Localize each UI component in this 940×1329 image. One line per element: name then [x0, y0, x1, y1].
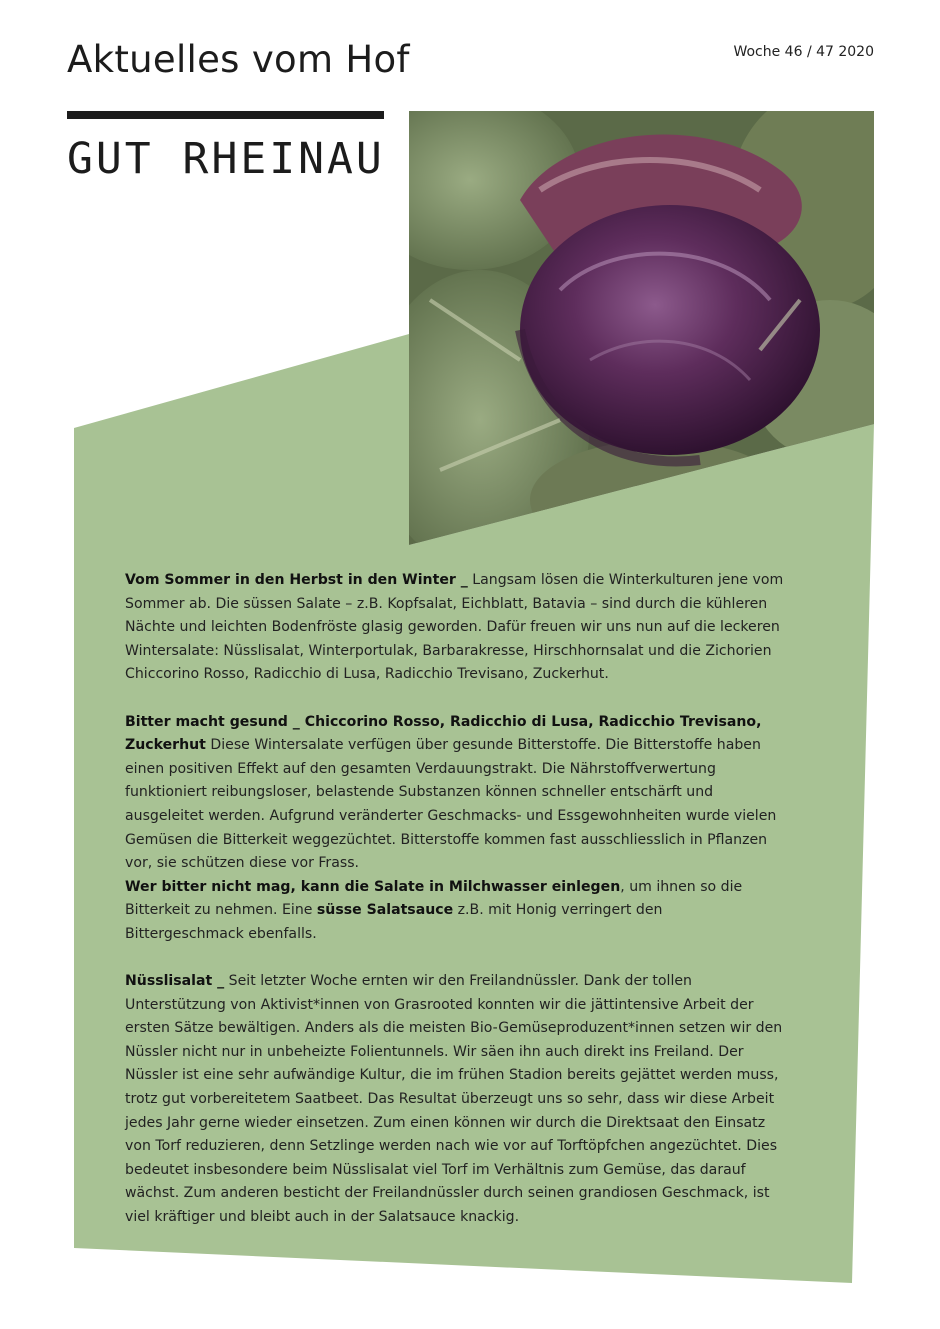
article-body — [125, 569, 785, 1253]
section-text: Diese Wintersalate verfügen über gesunde Bitterstoffe. Die Bitterstoffe haben einen positiven Effekt auf den gesamten Verdauungstrakt. Die Nährstoffverwertung funktioniert reibungsloser, belastende Substanzen können schneller entschärft und ausgeleitet werden. Aufgrund veränderter Geschmacks- und Essgewohnheiten wurde vielen Gemüsen die Bitterkeit weggezüchtet. Bitterstoffe kommen fast ausschliesslich in Pflanzen vor, sie schützen diese vor Frass. — [125, 737, 777, 872]
section-bitter — [125, 711, 785, 876]
section-nuesslisalat — [125, 970, 785, 1230]
section-heading: Nüsslisalat _ — [125, 973, 225, 990]
section-text: Seit letzter Woche ernten wir den Freilandnüssler. Dank der tollen Unterstützung von Aktivist*innen von Grasrooted konnten wir die jättintensive Arbeit der ersten Sätze bewältigen. Anders als die meisten Bio-Gemüseproduzent*innen setzen wir den Nüssler nicht nur in unbeheizte Folientunnels. Wir säen ihn auch direkt ins Freiland. Der Nüssler ist eine sehr aufwändige Kultur, die im frühen Stadion bereits gejättet werden muss, trotz gut vorbereitetem Saatbeet. Das Resultat überzeugt uns so sehr, dass wir diese Arbeit jedes Jahr gerne wieder einsetzen. Zum einen können wir durch die Direktsaat den Einsatz von Torf reduzieren, denn Setzlinge werden nach wie vor auf Torftöpfchen angezüchtet. Dies bedeutet insbesondere beim Nüsslisalat viel Torf im Verhältnis zum Gemüse, das darauf wächst. Zum anderen besticht der Freilandnüssler durch seinen grandiosen Geschmack, ist viel kräftiger und bleibt auch in der Salatsauce knackig. — [125, 973, 783, 1226]
section-heading: Vom Sommer in den Herbst in den Winter _ — [125, 572, 468, 588]
tip-bold: Wer bitter nicht mag, kann die Salate in Milchwasser einlegen — [125, 878, 621, 895]
farm-name: GUT RHEINAU — [67, 134, 385, 184]
section-winter — [125, 569, 785, 687]
tip-bold-sauce: süsse Salatsauce — [316, 902, 454, 919]
issue-week: Woche 46 / 47 2020 — [733, 44, 874, 60]
page-title: Aktuelles vom Hof — [67, 38, 410, 81]
tip-text: , um ihnen so die Bitterkeit zu nehmen. Eine — [125, 878, 743, 919]
tip-text-end: z.B. mit Honig verringert den Bittergeschmack ebenfalls. — [125, 902, 663, 942]
section-text: Langsam lösen die Winterkulturen jene vom Sommer ab. Die süssen Salate – z.B. Kopfsalat, Eichblatt, Batavia – sind durch die kühleren Nächte und leichten Bodenfröste glasig geworden. Dafür freuen wir uns nun auf die leckeren Wintersalate: Nüsslisalat, Winterportulak, Barbarakresse, Hirschhornsalat und die Zichorien Chiccorino Rosso, Radicchio di Lusa, Radicchio Trevisano, Zuckerhut. — [125, 572, 784, 683]
section-bitter-tip — [125, 876, 785, 947]
section-heading: Bitter macht gesund _ Chiccorino Rosso, Radicchio di Lusa, Radicchio Trevisano, Zuckerhut — [125, 713, 762, 754]
